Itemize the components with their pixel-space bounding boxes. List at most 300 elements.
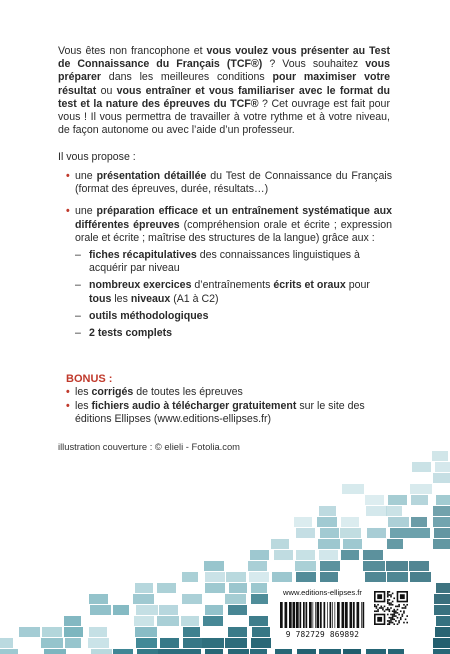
mosaic-tile [272,572,292,582]
cover-blurb [58,45,390,137]
qr-module [390,596,392,598]
mosaic-tile [204,561,224,571]
mosaic-tile [388,649,404,654]
qr-module [392,614,394,616]
mosaic-tile [229,583,247,593]
qr-module [390,607,392,609]
qr-module [387,599,389,601]
mosaic-tile [136,605,158,615]
qr-module [398,620,400,622]
qr-module [398,614,400,616]
mosaic-tile [180,605,200,615]
qr-module [393,614,395,616]
qr-module [405,606,407,608]
barcode-bar [327,602,328,628]
mosaic-tile [295,561,316,571]
barcode-bar [337,602,340,628]
mosaic-tile [250,649,267,654]
mosaic-tile [434,561,450,571]
barcode-bar [289,602,292,628]
barcode-bar [353,602,355,628]
qr-module [405,607,407,609]
mosaic-tile [410,649,431,654]
mosaic-tile [228,649,249,654]
mosaic-tile [294,517,312,527]
qr-module [374,604,376,606]
mosaic-tile [413,473,432,483]
qr-module [397,609,399,611]
mosaic-tile [388,550,406,560]
mosaic-tile [44,649,66,654]
mosaic-tile [296,572,316,582]
intro-line: Il vous propose : [58,151,136,163]
qr-module [387,607,389,609]
qr-module [389,610,391,612]
mosaic-tile [387,572,408,582]
bonus-item-corriges: • les corrigés de toutes les épreuves [66,386,243,398]
qr-module [390,614,392,616]
mosaic-tile [341,561,363,571]
qr-module [390,619,392,621]
qr-module [395,615,397,617]
qr-code-icon [374,591,408,625]
qr-module [397,623,399,625]
qr-module [397,606,399,608]
mosaic-tile [367,528,386,538]
qr-module [392,604,394,606]
mosaic-tile [225,594,246,604]
mosaic-tile [113,605,129,615]
barcode-bar [335,602,336,628]
mosaic-tile [133,594,154,604]
mosaic-tile [183,638,202,648]
qr-module [389,599,391,601]
mosaic-tile [319,649,341,654]
qr-module [376,606,378,608]
mosaic-tile [341,517,359,527]
qr-module [400,617,402,619]
qr-module [387,601,389,603]
mosaic-tile [365,495,384,505]
mosaic-tile [41,638,63,648]
mosaic-tile [343,539,362,549]
bullet-dot-icon: • [66,170,70,182]
qr-module [402,615,404,617]
mosaic-tile [202,627,218,637]
qr-module [393,612,395,614]
qr-module [374,610,376,612]
mosaic-tile [364,539,382,549]
blurb-text: dans les meilleures conditions [101,71,273,84]
bonus-item-audio: • les fichiers audio à télécharger gratuitement sur le site des éditions Ellipses (www.editions-ellipses.fr) [66,400,365,426]
qr-module [403,604,405,606]
qr-module [384,606,386,608]
qr-module [397,617,399,619]
mosaic-tile [433,506,450,516]
mosaic-tile [410,572,431,582]
qr-box [372,588,410,634]
mosaic-tile [0,638,13,648]
barcode-bar [361,602,362,628]
qr-module [406,622,408,624]
mosaic-tile [366,506,387,516]
mosaic-tile [409,561,429,571]
blurb-bold: vous entraîner et vous familiariser avec le format du test et la nature des épreuves du TCF® [58,84,391,110]
qr-module [392,619,394,621]
qr-module [376,610,378,612]
mosaic-tile [296,550,315,560]
mosaic-tile [273,561,294,571]
qr-module [402,607,404,609]
mosaic-tile [434,528,450,538]
qr-module [374,606,376,608]
mosaic-tile [433,539,450,549]
mosaic-tile [160,638,179,648]
qr-module [393,609,395,611]
qr-module [387,594,389,596]
qr-module [403,622,405,624]
qr-module [402,614,404,616]
qr-module [393,623,395,625]
mosaic-tile [436,495,450,505]
mosaic-tile [386,561,408,571]
mosaic-tile [205,572,225,582]
mosaic-tile [225,638,247,648]
mosaic-tile [274,528,290,538]
mosaic-tile [90,605,111,615]
mosaic-tile [157,616,179,626]
mosaic-tile [295,539,314,549]
qr-module [403,607,405,609]
qr-module [392,617,394,619]
mosaic-tile [320,528,339,538]
qr-module [406,615,408,617]
mosaic-tile [341,550,359,560]
mosaic-tile [343,572,359,582]
mosaic-tile [111,638,129,648]
qr-module [390,620,392,622]
mosaic-tile [343,649,361,654]
mosaic-tile [317,517,337,527]
barcode-bar [320,602,322,628]
barcode-bar [350,602,353,628]
mosaic-tile [252,627,270,637]
qr-module [393,610,395,612]
bullet-dot-icon: • [66,400,70,413]
qr-module [393,597,395,599]
mosaic-tile [87,616,109,626]
mosaic-tile [248,561,267,571]
barcode-bar [285,602,288,628]
qr-finder [377,617,382,622]
mosaic-tile [157,583,176,593]
mosaic-tile [158,649,180,654]
qr-module [405,619,407,621]
mosaic-tile [387,539,403,549]
sublist-item-outils: – outils méthodologiques [75,309,209,322]
qr-module [393,615,395,617]
mosaic-tile [205,583,225,593]
qr-module [392,622,394,624]
mosaic-tile [436,616,450,626]
mosaic-tile [0,649,18,654]
blurb-bold: vous préparer [58,58,390,84]
mosaic-tile [226,550,247,560]
qr-module [393,619,395,621]
mosaic-tile [318,539,340,549]
mosaic-tile [113,649,133,654]
illustration-credit: illustration couverture : © elieli - Fotolia.com [58,441,240,452]
qr-module [403,610,405,612]
qr-module [387,596,389,598]
mosaic-tile [181,616,199,626]
mosaic-tile [271,539,289,549]
mosaic-tile [226,572,246,582]
mosaic-tile [363,561,385,571]
qr-module [392,610,394,612]
mosaic-tile [249,616,268,626]
mosaic-tile [434,594,450,604]
qr-module [406,604,408,606]
mosaic-tile [251,638,271,648]
blurb-text: Vous êtes non francophone et [58,45,207,57]
mosaic-tile [435,462,450,472]
dash-icon: – [75,279,81,292]
preparation-sublist [75,249,392,340]
qr-module [389,617,391,619]
mosaic-tile [64,616,81,626]
mosaic-tile [65,638,81,648]
mosaic-tile [411,506,432,516]
sublist-item-exercices: – nombreux exercices d’entraînements écrits et oraux pour tous les niveaux (A1 à C2) [75,279,370,305]
mosaic-tile [433,473,450,483]
mosaic-tile [91,649,112,654]
mosaic-tile [320,561,340,571]
mosaic-tile [251,605,271,615]
mosaic-tile [205,605,223,615]
qr-module [392,601,394,603]
mosaic-tile [340,528,361,538]
qr-module [376,607,378,609]
barcode-bar [324,602,326,628]
barcode-bar [296,602,299,628]
mosaic-tile [203,616,223,626]
barcode-bar [330,602,332,628]
bonus-title: BONUS : [66,373,113,385]
qr-module [390,622,392,624]
bonus-list [66,386,396,428]
mosaic-tile [134,616,154,626]
mosaic-tile [182,572,198,582]
mosaic-tile [66,649,87,654]
mosaic-tile [89,627,107,637]
mosaic-tile [410,528,430,538]
mosaic-tile [136,638,157,648]
qr-module [387,620,389,622]
qr-module [390,602,392,604]
qr-module [389,604,391,606]
offer-item-presentation: • une présentation détaillée du Test de Connaissance du Français (format des épreuves, durée, résultats…) [66,170,392,196]
mosaic-tile [363,550,383,560]
blurb-bold: pour maximiser votre résultat [58,71,390,97]
qr-module [387,609,389,611]
mosaic-tile [341,506,360,516]
mosaic-tile [135,627,157,637]
qr-module [387,591,389,593]
mosaic-tile [388,495,407,505]
qr-finder [377,594,382,599]
barcode-bar [317,602,320,628]
qr-module [398,606,400,608]
barcode-bar [309,602,312,628]
blurb-text: ou [96,84,117,97]
mosaic-tile [432,451,448,461]
qr-module [379,607,381,609]
qr-module [392,615,394,617]
mosaic-tile [182,583,200,593]
qr-module [382,609,384,611]
qr-module [398,604,400,606]
mosaic-tile [435,627,450,637]
barcode-bar [306,602,308,628]
qr-module [390,617,392,619]
mosaic-tile [387,484,408,494]
qr-module [389,602,391,604]
mosaic-tile [157,572,177,582]
mosaic-tile [251,583,267,593]
barcode-bar [332,602,333,628]
mosaic-tile [88,638,109,648]
qr-module [387,623,389,625]
qr-module [395,620,397,622]
mosaic-tile [19,627,40,637]
qr-module [400,619,402,621]
dash-icon: – [75,327,81,340]
mosaic-tile [436,583,450,593]
qr-module [387,593,389,595]
bullet-dot-icon: • [66,386,70,398]
blurb-text: ? Vous souhaitez [262,58,366,71]
mosaic-tile [159,605,178,615]
sublist-item-tests: – 2 tests complets [75,327,173,340]
mosaic-tile [435,550,450,560]
mosaic-tile [342,484,364,494]
mosaic-tile [412,539,430,549]
dash-icon: – [75,309,81,322]
mosaic-tile [433,649,450,654]
mosaic-tile [319,506,336,516]
barcode-bar [363,602,365,628]
barcode-bar [357,602,360,628]
mosaic-tile [89,594,108,604]
website-label: www.editions-ellipses.fr [276,587,369,599]
mosaic-tile [180,649,201,654]
mosaic-tile [202,594,223,604]
mosaic-tile [228,561,247,571]
blurb-text: ? Cet ouvrage est fait pour vous ! Il vous permettra de travailler à votre rythme et à votre niveau, de façon autonome ou avec l’aide d’un professeur. [58,97,390,137]
qr-module [390,604,392,606]
mosaic-tile [112,616,132,626]
mosaic-tile [205,649,223,654]
mosaic-tile [202,638,224,648]
qr-module [384,610,386,612]
sublist-item-fiches: – fiches récapitulatives des connaissances linguistiques à acquérir par niveau [75,249,360,275]
mosaic-tile [20,649,42,654]
barcode-bar [293,602,296,628]
barcode-bar [300,602,302,628]
offer-list [66,170,392,349]
mosaic-tile [250,550,269,560]
mosaic-tile [366,649,386,654]
qr-module [395,612,397,614]
qr-module [389,623,391,625]
mosaic-tile [320,572,338,582]
qr-module [397,612,399,614]
qr-module [389,622,391,624]
mosaic-tile [386,506,402,516]
mosaic-tile [365,572,386,582]
mosaic-tile [113,627,129,637]
mosaic-tile [275,649,292,654]
qr-module [385,609,387,611]
qr-finder [400,594,405,599]
qr-module [380,607,382,609]
mosaic-tile [183,627,200,637]
mosaic-tile [411,495,428,505]
blurb-bold: vous voulez vous présenter au Test de Connaissance du Français (TCF®) [58,45,390,71]
barcode-bar [315,602,316,628]
mosaic-tile [412,462,431,472]
qr-module [389,591,391,593]
mosaic-tile [410,484,432,494]
mosaic-tile [157,627,175,637]
mosaic-tile [249,572,269,582]
dash-icon: – [75,249,81,262]
mosaic-tile [434,484,450,494]
mosaic-tile [433,517,450,527]
mosaic-tile [274,550,293,560]
qr-module [390,594,392,596]
mosaic-tile [433,638,450,648]
barcode-bar [303,602,305,628]
mosaic-tile [411,550,430,560]
mosaic-tile [182,594,202,604]
barcode-bar [342,602,345,628]
mosaic-tile [64,627,83,637]
qr-module [400,610,402,612]
mosaic-tile [319,550,338,560]
mosaic-tile [388,517,409,527]
mosaic-tile [137,649,158,654]
mosaic-tile [42,627,62,637]
mosaic-tile [157,594,176,604]
qr-module [392,593,394,595]
mosaic-tile [228,627,247,637]
mosaic-tile [113,594,134,604]
barcode-bar [280,602,283,628]
mosaic-tile [434,605,450,615]
mosaic-tile [432,572,450,582]
qr-module [395,606,397,608]
qr-module [389,609,391,611]
qr-module [377,610,379,612]
qr-module [389,620,391,622]
qr-module [380,606,382,608]
qr-module [403,612,405,614]
mosaic-tile [135,583,153,593]
qr-module [395,610,397,612]
qr-module [389,594,391,596]
